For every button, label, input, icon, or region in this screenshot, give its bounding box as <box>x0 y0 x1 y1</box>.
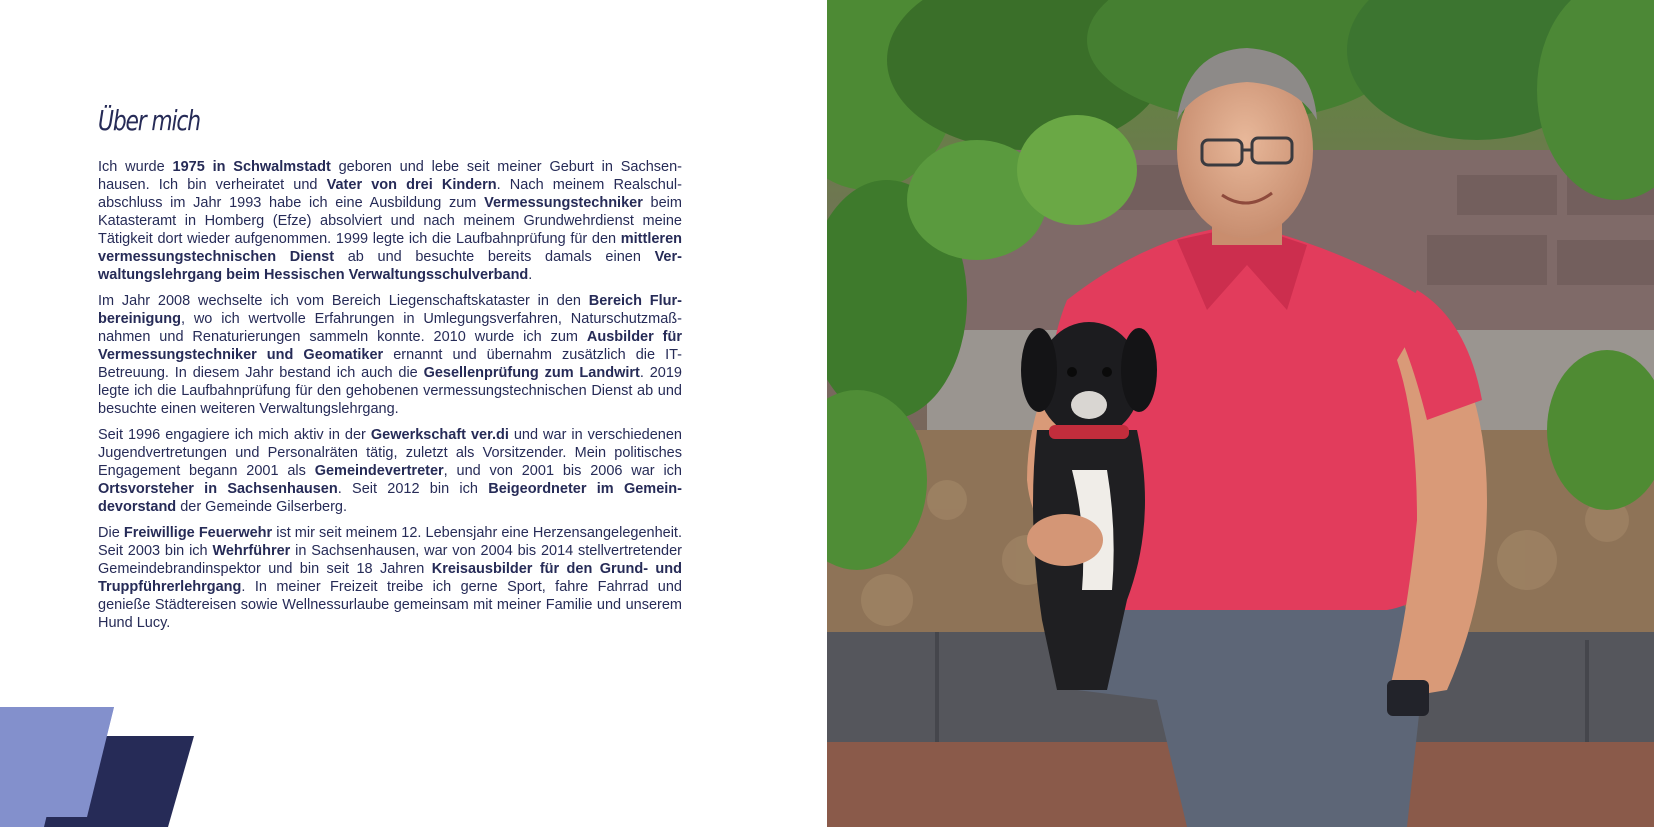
decorative-overlap <box>0 687 200 827</box>
paragraph <box>98 292 682 418</box>
text-segment: . Seit 2012 bin ich <box>337 481 489 497</box>
page-heading: Über mich <box>98 104 200 137</box>
text-segment: , und von 2001 bis 2006 war ich <box>443 463 682 479</box>
text-segment: Beigeordneter im Gemeindevorstand <box>98 481 682 515</box>
text-segment: . <box>528 267 533 283</box>
text-segment: in Sachsenhausen, war von 2004 bis 2014 stellvertretender Gemeindebrandinspektor und bin seit 18 Jahren <box>98 543 682 577</box>
text-segment: Wehrführer <box>212 543 291 559</box>
man-hand <box>1027 514 1103 566</box>
text-segment: Ausbilder für Vermessungstechniker und Geomatiker <box>98 329 683 363</box>
text-segment: 1975 in Schwalmstadt <box>172 159 331 175</box>
text-segment: ist mir seit meinem 12. Lebensjahr eine Herzensangelegenheit. Seit 2003 bin ich <box>98 525 682 559</box>
text-segment: ab und besuchte bereits damals einen <box>334 249 655 265</box>
text-segment: Vater von drei Kindern <box>326 177 497 193</box>
photo-illustration <box>827 0 1654 827</box>
text-segment: . In meiner Freizeit treibe ich gerne Sport, fahre Fahrrad und genieße Städtereisen sowie Wellnessurlaube gemeinsam mit meiner Familie und unserem Hund Lucy. <box>98 579 682 631</box>
text-segment: Seit 1996 engagiere ich mich aktiv in der <box>98 427 371 443</box>
text-segment: mittleren vermessungstechnischen Dienst <box>98 231 682 265</box>
paragraph <box>98 426 682 516</box>
paragraph <box>98 158 682 284</box>
text-segment: Verwaltungslehrgang beim Hessischen Verwaltungsschulverband <box>98 249 682 283</box>
text-segment: Gesellenprüfung zum Landwirt <box>423 365 640 381</box>
portrait-photo <box>827 0 1654 827</box>
text-segment: Ich wurde <box>98 159 173 175</box>
text-segment: Gewerkschaft ver.di <box>370 427 509 443</box>
text-segment: . Nach meinem Realschulabschluss im Jahr 1993 habe ich eine Ausbildung zum <box>98 177 682 211</box>
text-segment: Freiwillige Feuerwehr <box>123 525 273 541</box>
text-segment: , wo ich wertvolle Erfahrungen in Umlegungsverfahren, Naturschutzmaßnahmen und Renaturierungen sammeln konnte. 2010 wurde ich zum <box>98 311 682 345</box>
paragraph <box>98 524 682 632</box>
text-segment: Gemeindevertreter <box>314 463 444 479</box>
text-segment: ernannt und übernahm zusätzlich die IT-Betreuung. In diesem Jahr bestand ich auch die <box>98 347 683 381</box>
smartwatch <box>1387 680 1429 716</box>
text-segment: geboren und lebe seit meiner Geburt in Sachsenhausen. Ich bin verheiratet und <box>98 159 682 193</box>
text-segment: Kreisausbilder für den Grund- und Truppführerlehrgang <box>98 561 682 595</box>
text-segment: Im Jahr 2008 wechselte ich vom Bereich Liegenschaftskataster in den <box>98 293 589 309</box>
text-segment: und war in verschiedenen Jugendvertretungen und Personalräten tätig, zuletzt als Vorsitzender. Mein politisches Engagement begann 2001 als <box>98 427 682 479</box>
text-segment: Die <box>98 525 124 541</box>
text-segment: Vermessungstechniker <box>484 195 643 211</box>
text-segment: beim Katasteramt in Homberg (Efze) absolviert und nach meinem Grundwehrdienst meine Tätigkeit dort wieder aufgenommen. 1999 legte ich die Laufbahnprüfung für den <box>98 195 682 247</box>
biography-text <box>98 158 682 640</box>
text-segment: Ortsvorsteher in Sachsenhausen <box>98 481 338 497</box>
text-segment: . 2019 legte ich die Laufbahnprüfung für den gehobenen vermessungstechnischen Dienst ab und besuchte einen weiteren Verwaltungslehrgang. <box>98 365 682 417</box>
text-segment: Bereich Flurbereinigung <box>98 293 682 327</box>
text-segment: der Gemeinde Gilserberg. <box>176 499 348 515</box>
